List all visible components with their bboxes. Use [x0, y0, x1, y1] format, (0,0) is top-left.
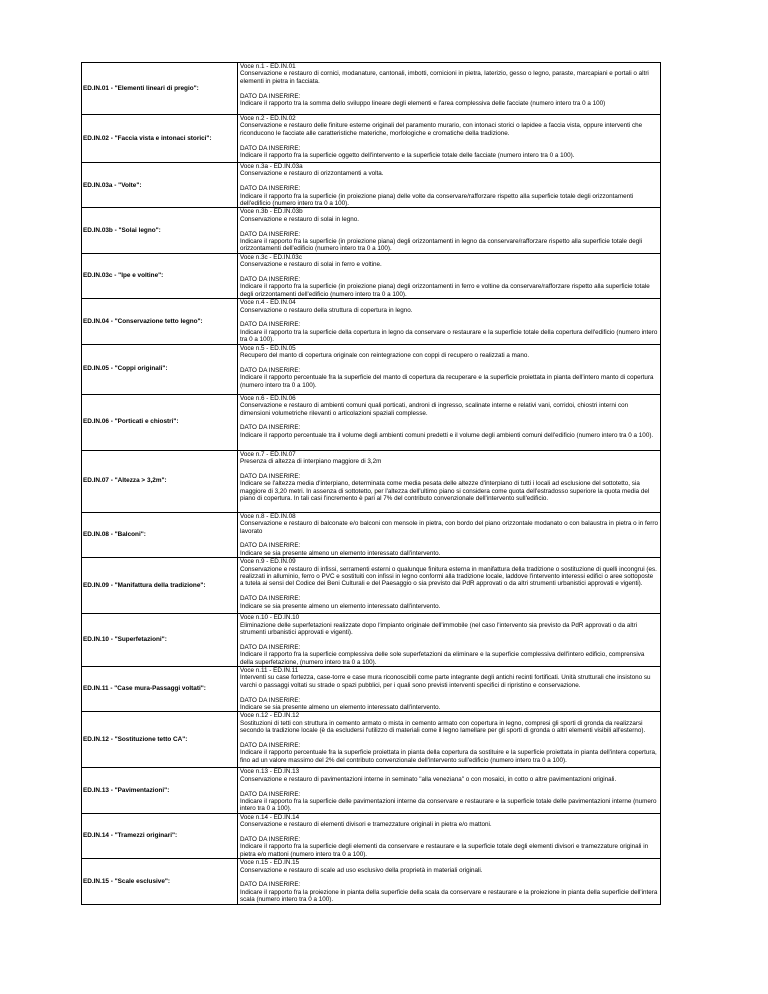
dato-instruction: Indicare il rapporto fra la superficie complessiva delle sole superfetazioni da eliminare e la superficie complessiva dell'intero edificio, comprensiva della superfetazione, (numero intero tra 0 a 100).: [240, 651, 645, 666]
spacer: [240, 360, 658, 367]
table-row: [82, 614, 661, 667]
voce-number: Voce n.9 - ED.IN.09: [240, 558, 296, 566]
intervention-description: [238, 768, 661, 813]
voce-number: Voce n.10 - ED.IN.10: [240, 614, 300, 622]
spacer: [240, 689, 658, 696]
dato-instruction: Indicare se sia presente almeno un elemento interessato dall'intervento.: [240, 703, 441, 711]
intervention-description: [238, 512, 661, 557]
intervention-code: ED.IN.13 - "Pavimentazioni":: [82, 768, 238, 813]
table-row: [82, 208, 661, 253]
intervention-description: [238, 859, 661, 904]
spacer: [240, 829, 658, 836]
spacer: [240, 535, 658, 542]
voce-text: Conservazione e restauro di ambienti comuni quali porticati, androni di ingresso, scalinate interne e relativi vani, corridoi, chiostri interni con dimensioni volumetriche rilevanti o articolazioni spaziali complesse.: [240, 402, 629, 417]
table-row: [82, 299, 661, 344]
spacer: [240, 588, 658, 595]
voce-text: Interventi su case fortezza, case-torre e case mura riconoscibili come parte integrante degli antichi recinti fortificati. Unità strutturali che insistono su varchi o passaggi voltati su strade o spazi pubblici, per i quali sono previsti interventi specifici di ripristino e conservazione.: [240, 674, 651, 689]
dato-instruction: Indicare il rapporto percentuale tra il volume degli ambienti comuni predetti e il volume degli ambienti comuni dell'edificio (numero intero tra 0 a 100).: [240, 431, 654, 439]
table-row: [82, 115, 661, 163]
dato-label: DATO DA INSERIRE:: [240, 424, 301, 432]
table-row: [82, 450, 661, 512]
intervention-code: ED.IN.08 - "Balconi":: [82, 512, 238, 557]
voce-number: Voce n.6 - ED.IN.06: [240, 394, 296, 402]
dato-instruction: Indicare il rapporto tra la somma dello sviluppo lineare degli elementi e l'area complessiva delle facciate (numero intero tra 0 a 100): [240, 100, 606, 108]
dato-label: DATO DA INSERIRE:: [240, 595, 301, 603]
table-row: [82, 859, 661, 904]
intervention-code: ED.IN.12 - "Sostituzione tetto CA":: [82, 712, 238, 768]
dato-label: DATO DA INSERIRE:: [240, 790, 301, 798]
voce-text: Conservazione e restauro di cornici, modanature, cantonali, imbotti, cornicioni in pietra, laterizio, gesso o legno, paraste, marcapiani e portali o altri elementi in pietra in facciata.: [240, 70, 649, 85]
intervention-code: ED.IN.14 - "Tramezzi originari":: [82, 813, 238, 858]
voce-text: Conservazione e restauro di orizzontamenti a volta.: [240, 170, 384, 178]
dato-instruction: Indicare il rapporto tra la superficie della copertura in legno da conservare o restaurare e la superficie totale della copertura dell'edificio (numero intero tra 0 a 100).: [240, 328, 658, 344]
dato-label: DATO DA INSERIRE:: [240, 230, 301, 238]
table-row: [82, 344, 661, 394]
intervention-code: ED.IN.06 - "Porticati e chiostri":: [82, 394, 238, 450]
dato-label: DATO DA INSERIRE:: [240, 472, 301, 480]
spacer: [240, 735, 658, 742]
voce-number: Voce n.3c - ED.IN.03c: [240, 253, 302, 261]
dato-instruction: Indicare il rapporto fra la superficie degli elementi da conservare e restaurare e la superficie totale degli elementi divisori e tramezzature originali in pietra e/o mattoni (numero intero tra 0 a 100).: [240, 843, 649, 858]
intervention-code: ED.IN.01 - "Elementi lineari di pregio":: [82, 63, 238, 115]
voce-number: Voce n.14 - ED.IN.14: [240, 813, 300, 821]
spacer: [240, 223, 658, 230]
voce-number: Voce n.5 - ED.IN.05: [240, 344, 296, 352]
intervention-code: ED.IN.11 - "Case mura-Passaggi voltati":: [82, 666, 238, 711]
voce-text: Recupero del manto di copertura originale con reintegrazione con coppi di recupero o realizzati a mano.: [240, 352, 530, 360]
intervention-code: ED.IN.03b - "Solai legno":: [82, 208, 238, 253]
voce-text: Conservazione e restauro di balconate e/o balconi con mensole in pietra, con bordo del piano orizzontale modanato o con balaustra in pietra o in ferro lavorato: [240, 520, 658, 535]
dato-label: DATO DA INSERIRE:: [240, 542, 301, 550]
dato-label: DATO DA INSERIRE:: [240, 835, 301, 843]
intervention-code: ED.IN.09 - "Manifattura della tradizione":: [82, 558, 238, 614]
voce-number: Voce n.12 - ED.IN.12: [240, 712, 300, 720]
intervention-description: [238, 208, 661, 253]
table-row: [82, 163, 661, 208]
dato-label: DATO DA INSERIRE:: [240, 276, 301, 284]
table-row: [82, 394, 661, 450]
dato-instruction: Indicare il rapporto percentuale fra la superficie del manto di copertura da recuperare e la superficie proiettata in pianta dell'intero manto di copertura (numero intero tra 0 a 100).: [240, 374, 654, 389]
dato-instruction: Indicare il rapporto fra la proiezione in pianta della superficie della scala da conservare e restaurare e la proiezione in pianta della superficie dell'intera scala (numero intero tra 0 a 100).: [240, 888, 658, 904]
dato-instruction: Indicare il rapporto fra la superficie (in proiezione piana) degli orizzontamenti in legno da conservare/rafforzare rispetto alla superficie totale degli orizzontamenti dell'edificio (numero intero tra 0 a 100).: [240, 238, 643, 253]
voce-text: Eliminazione delle superfetazioni realizzate dopo l'impianto originale dell'immobile (nel caso l'intervento sia previsto da PdR approvati o da altri strumenti urbanistici approvati e vigenti).: [240, 621, 638, 636]
voce-number: Voce n.8 - ED.IN.08: [240, 512, 296, 520]
intervention-code: ED.IN.02 - "Faccia vista e intonaci storici":: [82, 115, 238, 163]
intervention-description: [238, 163, 661, 208]
voce-text: Presenza di altezza di interpiano maggiore di 3,2m: [240, 458, 382, 466]
voce-text: Conservazione e restauro di solai in ferro e voltine.: [240, 261, 382, 269]
dato-instruction: Indicare il rapporto fra la superficie (in proiezione piana) degli orizzontamenti in ferro e voltine da conservare/rafforzare rispetto alla superficie totale degli orizzontamenti dell'edificio (numero intero tra 0 a 100).: [240, 283, 650, 298]
voce-number: Voce n.15 - ED.IN.15: [240, 859, 300, 867]
dato-label: DATO DA INSERIRE:: [240, 696, 301, 704]
table-row: [82, 712, 661, 768]
voce-text: Conservazione e restauro di pavimentazioni interne in seminato "alla veneziana" o con mosaici, in cotto o altre pavimentazioni originali.: [240, 775, 617, 783]
spacer: [240, 417, 658, 424]
voce-number: Voce n.1 - ED.IN.01: [240, 63, 296, 70]
dato-instruction: Indicare il rapporto fra la superficie delle pavimentazioni interne da conservare e restaurare e la superficie totale delle pavimentazioni interne (numero intero tra 0 a 100).: [240, 797, 657, 813]
voce-number: Voce n.3b - ED.IN.03b: [240, 208, 303, 216]
voce-number: Voce n.11 - ED.IN.11: [240, 666, 299, 674]
intervention-code: ED.IN.05 - "Coppi originali":: [82, 344, 238, 394]
spacer: [240, 137, 658, 144]
intervention-code: ED.IN.03c - "Ipe e voltine":: [82, 253, 238, 298]
table-row: [82, 63, 661, 115]
intervention-description: [238, 712, 661, 768]
intervention-description: [238, 558, 661, 614]
intervention-description: [238, 614, 661, 667]
dato-label: DATO DA INSERIRE:: [240, 92, 301, 100]
spacer: [240, 314, 658, 321]
spacer: [240, 269, 658, 276]
dato-label: DATO DA INSERIRE:: [240, 321, 301, 329]
voce-number: Voce n.3a - ED.IN.03a: [240, 163, 303, 170]
intervention-description: [238, 666, 661, 711]
voce-number: Voce n.2 - ED.IN.02: [240, 115, 296, 122]
intervention-description: [238, 63, 661, 115]
dato-label: DATO DA INSERIRE:: [240, 185, 301, 193]
intervention-description: [238, 813, 661, 858]
intervention-code: ED.IN.03a - "Volte":: [82, 163, 238, 208]
intervention-description: [238, 299, 661, 344]
spacer: [240, 636, 658, 643]
spacer: [240, 178, 658, 185]
dato-label: DATO DA INSERIRE:: [240, 366, 301, 374]
voce-text: Conservazione e restauro delle finiture esterne originali del paramento murario, con intonaci storici o lapidee a faccia vista, oppure interventi che riconducono le facciate alle caratteristiche materiche, morfologiche e cromatiche della tradizione.: [240, 122, 643, 137]
intervention-code: ED.IN.04 - "Conservazione tetto legno":: [82, 299, 238, 344]
voce-number: Voce n.13 - ED.IN.13: [240, 768, 300, 776]
table-row: [82, 666, 661, 711]
voce-text: Sostituzioni di tetti con struttura in cemento armato o mista in cemento armato con copertura in legno, compresi gli sporti di gronda da realizzarsi secondo la tradizione locale (è da escludersi l'utilizzo di materiali come il legno lamellare per gli sporti di gronda o altri elementi visibili all'esterno).: [240, 719, 646, 735]
voce-text: Conservazione o restauro della struttura di copertura in legno.: [240, 306, 413, 314]
table-row: [82, 512, 661, 557]
dato-instruction: Indicare se sia presente almeno un elemento interessato dall'intervento.: [240, 602, 441, 610]
voce-number: Voce n.7 - ED.IN.07: [240, 450, 296, 458]
voce-text: Conservazione e restauro di elementi divisori e tramezzature originali in pietra e/o mattoni.: [240, 821, 492, 829]
interventions-table: [81, 62, 661, 905]
spacer: [240, 85, 658, 92]
interventions-table-body: [82, 63, 661, 905]
dato-instruction: Indicare il rapporto fra la superficie (in proiezione piana) delle volte da conservare/rafforzare rispetto alla superficie totale degli orizzontamenti dell'edificio (numero intero tra 0 a 100).: [240, 192, 634, 208]
dato-instruction: Indicare se sia presente almeno un elemento interessato dall'intervento.: [240, 549, 441, 557]
voce-number: Voce n.4 - ED.IN.04: [240, 299, 296, 307]
intervention-description: [238, 115, 661, 163]
spacer: [240, 874, 658, 881]
spacer: [240, 783, 658, 790]
dato-instruction: Indicare il rapporto fra la superficie oggetto dell'intervento e la superficie totale delle facciate (numero intero tra 0 a 100).: [240, 152, 575, 160]
intervention-description: [238, 394, 661, 450]
dato-instruction: Indicare se l'altezza media d'interpiano, determinata come media pesata delle altezze d'interpiano di tutti i locali ad esclusione del sottotetto, sia maggiore di 3,20 metri. In assenza di sottotetto, per l'altezza dell'ultimo piano si considera come quota dell'estradosso superiore la quota media del piano di copertura. In tali casi l'incremento è pari al 7% del contributo convenzionale dell'intervento sull'edificio.: [240, 480, 650, 503]
intervention-code: ED.IN.10 - "Superfetazioni":: [82, 614, 238, 667]
dato-label: DATO DA INSERIRE:: [240, 144, 301, 152]
voce-text: Conservazione e restauro di scale ad uso esclusivo della proprietà in materiali originali.: [240, 866, 483, 874]
dato-label: DATO DA INSERIRE:: [240, 643, 301, 651]
dato-label: DATO DA INSERIRE:: [240, 881, 301, 889]
intervention-description: [238, 344, 661, 394]
table-row: [82, 558, 661, 614]
intervention-code: ED.IN.15 - "Scale esclusive":: [82, 859, 238, 904]
intervention-code: ED.IN.07 - "Altezza > 3,2m":: [82, 450, 238, 512]
intervention-description: [238, 450, 661, 512]
voce-text: Conservazione e restauro di solai in legno.: [240, 215, 360, 223]
dato-instruction: Indicare il rapporto percentuale fra la superficie proiettata in pianta della copertura da sostituire e la superficie proiettata in pianta dell'intera copertura, fino ad un valore massimo del 2% del contributo convenzionale dell'intervento sull'edificio (numero intero tra 0 a 100).: [240, 749, 657, 764]
table-row: [82, 813, 661, 858]
voce-text: Conservazione e restauro di infissi, serramenti esterni o qualunque finitura esterna in manifattura della tradizione o sostituzione di quelli incongrui (es. realizzati in alluminio, ferro o PVC e sostituiti con infissi in legno conformi alla tradizione locale, laddove l'intervento interessi edifici o aree sottoposte a tutela ai sensi del Codice dei Beni Culturali e del Paesaggio o sia previsto dai PdR approvati o da altri strumenti urbanistici approvati e vigenti).: [240, 565, 657, 588]
intervention-description: [238, 253, 661, 298]
table-row: [82, 768, 661, 813]
dato-label: DATO DA INSERIRE:: [240, 741, 301, 749]
table-row: [82, 253, 661, 298]
spacer: [240, 466, 658, 473]
